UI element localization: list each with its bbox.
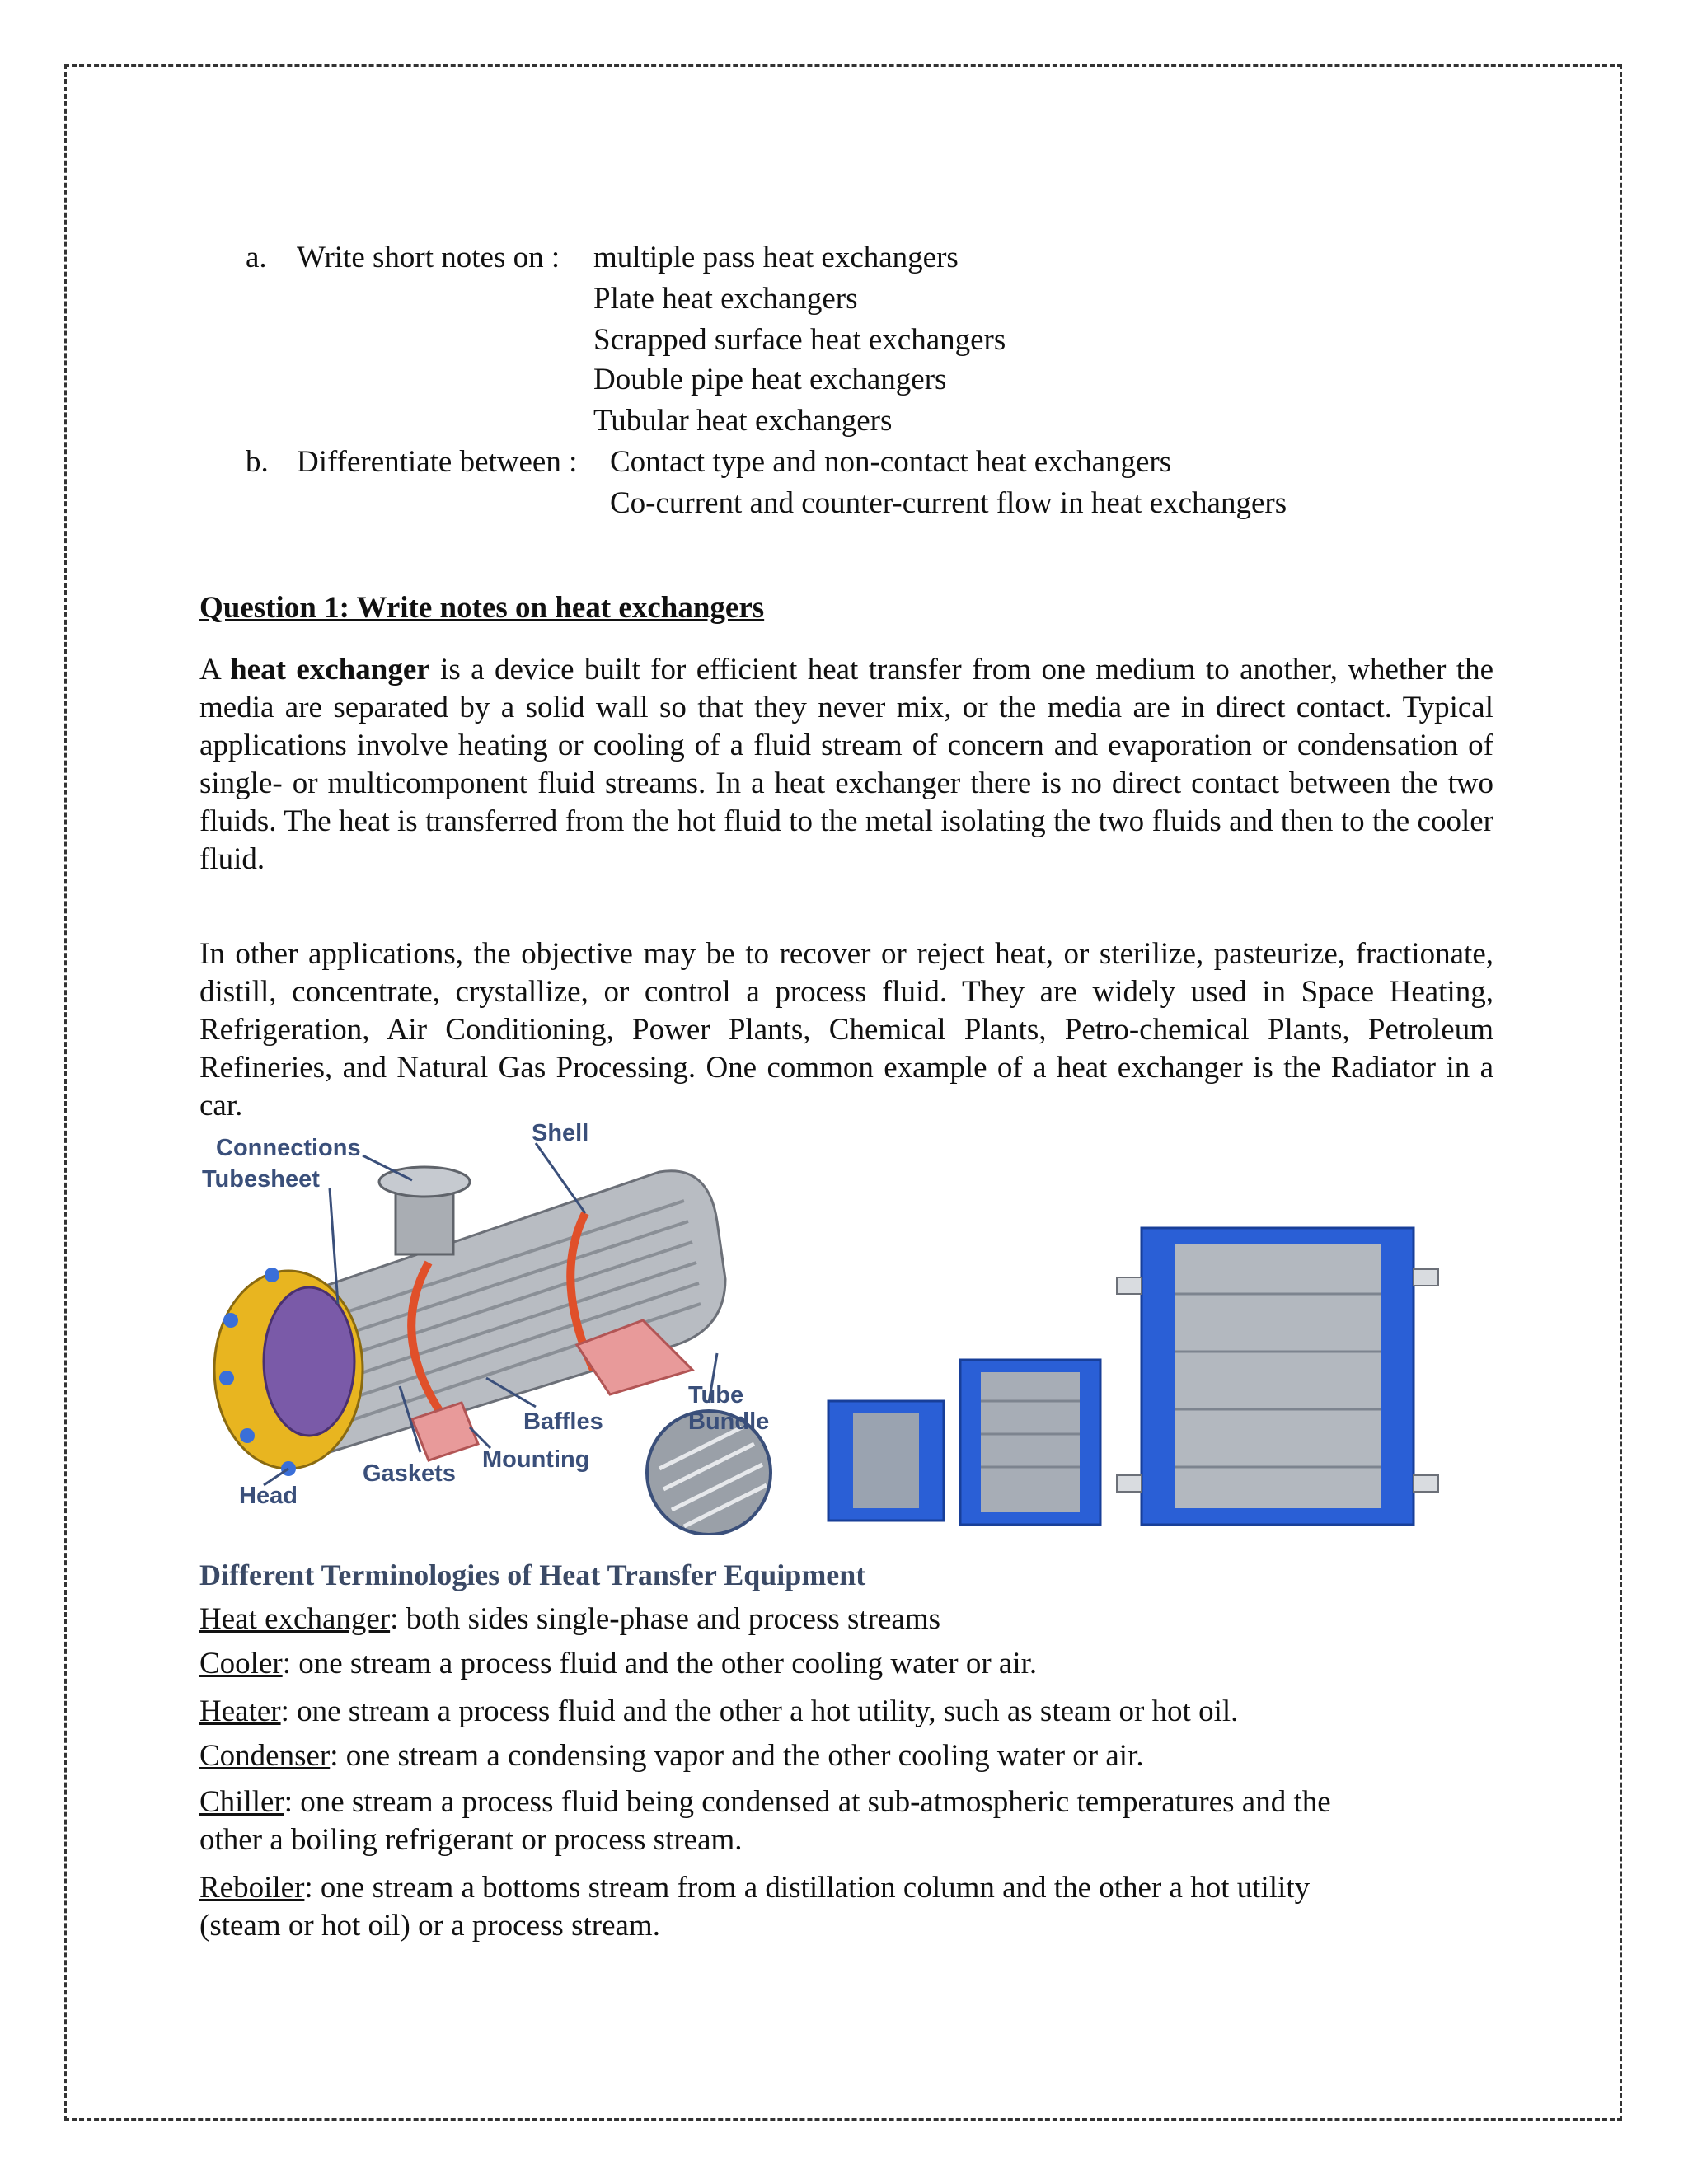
- term-desc: : one stream a bottoms stream from a distillation column and the other a hot utility: [304, 1871, 1311, 1905]
- term-desc: : one stream a condensing vapor and the other cooling water or air.: [330, 1739, 1144, 1773]
- paragraph-applications: In other applications, the objective may be to recover or reject heat, or sterilize, pasteurize, fractionate, distill, concentrate, crystallize, or control a process fluid. They are widely used in Space Heating, Refrigeration, Air Conditioning, Power Plants, Chemical Plants, Petro-chemical Plants, Petroleum Refineries, and Natural Gas Processing. One common example of a heat exchanger is the Radiator in a car.: [199, 937, 1493, 1122]
- task-b-marker: b.: [246, 445, 269, 479]
- shell-and-tube-diagram: [198, 1122, 824, 1535]
- term-cooler: [199, 1645, 1037, 1683]
- term-chiller: [199, 1783, 1331, 1821]
- label-baffles: Baffles: [523, 1408, 603, 1435]
- paragraph-definition: [199, 651, 1493, 879]
- term-label: Heat exchanger: [199, 1602, 391, 1636]
- bold-term: heat exchanger: [230, 653, 430, 687]
- term-condenser: [199, 1737, 1144, 1775]
- term-heat-exchanger: [199, 1601, 940, 1638]
- label-gaskets: Gaskets: [363, 1460, 456, 1487]
- task-a-item: Tubular heat exchangers: [593, 404, 893, 438]
- plate-unit-large-pack: [1175, 1244, 1381, 1508]
- paragraph-text: is a device built for efficient heat transfer from one medium to another, whether the media are separated by a solid wall so that they never mix, or the media are in direct contact. Typical applications involve heating or cooling of a fluid stream of concern and evaporation or condensation of single- or multicomponent fluid streams. In a heat exchanger there is no direct contact between the two fluids. The heat is transferred from the hot fluid to the metal isolating the two fluids and then to the cooler fluid.: [199, 653, 1494, 876]
- term-label: Reboiler: [199, 1871, 305, 1905]
- label-mounting: Mounting: [482, 1446, 590, 1473]
- task-b-item: Contact type and non-contact heat exchangers: [610, 445, 1172, 479]
- plate-heat-exchangers-image: [812, 1212, 1455, 1541]
- label-shell: Shell: [532, 1122, 589, 1146]
- term-desc: : both sides single-phase and process streams: [390, 1602, 941, 1636]
- label-connections: Connections: [216, 1135, 361, 1161]
- term-reboiler-cont: (steam or hot oil) or a process stream.: [199, 1909, 660, 1943]
- task-a-marker: a.: [246, 241, 267, 274]
- term-desc: : one stream a process fluid being condensed at sub-atmospheric temperatures and the: [284, 1785, 1331, 1819]
- terminology-title: Different Terminologies of Heat Transfer Equipment: [199, 1558, 866, 1591]
- bolt: [265, 1268, 279, 1282]
- term-reboiler: [199, 1869, 1310, 1907]
- term-desc: : one stream a process fluid and the other cooling water or air.: [282, 1647, 1038, 1680]
- term-label: Heater: [199, 1694, 281, 1728]
- term-desc: : one stream a process fluid and the other a hot utility, such as steam or hot oil.: [280, 1694, 1239, 1728]
- label-head: Head: [239, 1483, 298, 1509]
- task-a-lead: Write short notes on :: [297, 241, 560, 274]
- bolt: [223, 1313, 238, 1328]
- term-label: Condenser: [199, 1739, 331, 1773]
- label-bundle: Bundle: [688, 1408, 770, 1435]
- bolt: [219, 1371, 234, 1385]
- label-tubesheet: Tubesheet: [202, 1166, 320, 1193]
- term-heater: [199, 1693, 1238, 1731]
- plate-unit-medium-pack: [981, 1372, 1080, 1512]
- plate-unit-small-pack: [853, 1413, 919, 1508]
- bolt: [240, 1428, 255, 1443]
- term-label: Chiller: [199, 1785, 284, 1819]
- task-b-lead: Differentiate between :: [297, 445, 578, 479]
- task-a-item: Scrapped surface heat exchangers: [593, 323, 1006, 357]
- task-a-item: multiple pass heat exchangers: [593, 241, 959, 274]
- term-label: Cooler: [199, 1647, 283, 1680]
- task-a-item: Double pipe heat exchangers: [593, 363, 947, 396]
- tubesheet: [264, 1287, 354, 1436]
- label-tube: Tube: [688, 1382, 744, 1408]
- task-b-item: Co-current and counter-current flow in heat exchangers: [610, 486, 1287, 520]
- article-text: A: [199, 653, 220, 687]
- question-heading: Question 1: Write notes on heat exchangers: [199, 591, 765, 625]
- term-chiller-cont: other a boiling refrigerant or process stream.: [199, 1823, 743, 1857]
- task-a-item: Plate heat exchangers: [593, 282, 858, 316]
